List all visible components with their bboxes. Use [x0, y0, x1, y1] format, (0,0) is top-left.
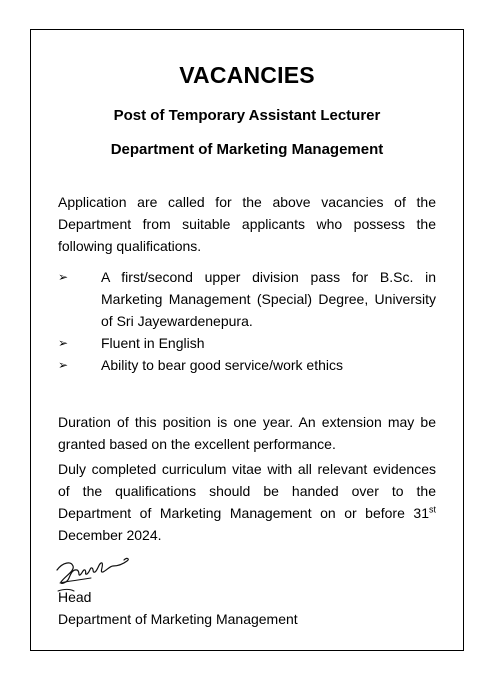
qualification-text: Ability to bear good service/work ethics: [101, 357, 343, 373]
arrow-bullet-icon: ➢: [58, 336, 69, 350]
submission-text: Duly completed curriculum vitae with all relevant evidences of the qualifications should be handed over to the Department of Marketing Management on or before 31: [58, 461, 436, 521]
qualifications-list: [58, 266, 436, 376]
date-ordinal-suffix: st: [428, 504, 436, 515]
arrow-bullet-icon: ➢: [58, 270, 69, 284]
notice-title: VACANCIES: [179, 62, 315, 88]
qualification-text: A first/second upper division pass for B.Sc. in Marketing Management (Special) Degree, University of Sri Jayewardenepura.: [101, 269, 436, 329]
department-title: Department of Marketing Management: [110, 141, 384, 158]
qualification-item: [58, 332, 436, 354]
intro-paragraph: Application are called for the above vacancies of the Department from suitable applicants who possess the following qualifications.: [58, 194, 436, 254]
post-title: Post of Temporary Assistant Lecturer: [113, 107, 381, 124]
qualification-item: [58, 354, 436, 376]
qualification-item: [58, 266, 436, 332]
arrow-bullet-icon: ➢: [58, 358, 69, 372]
signatory-title: Head: [58, 589, 92, 605]
qualification-text: Fluent in English: [101, 335, 205, 351]
duration-paragraph: Duration of this position is one year. An extension may be granted based on the excellent performance.: [58, 414, 436, 452]
signatory-department: Department of Marketing Management: [58, 611, 298, 627]
vacancy-notice: [30, 29, 464, 651]
submission-date-text: December 2024.: [58, 527, 162, 543]
submission-paragraph: [58, 458, 436, 546]
